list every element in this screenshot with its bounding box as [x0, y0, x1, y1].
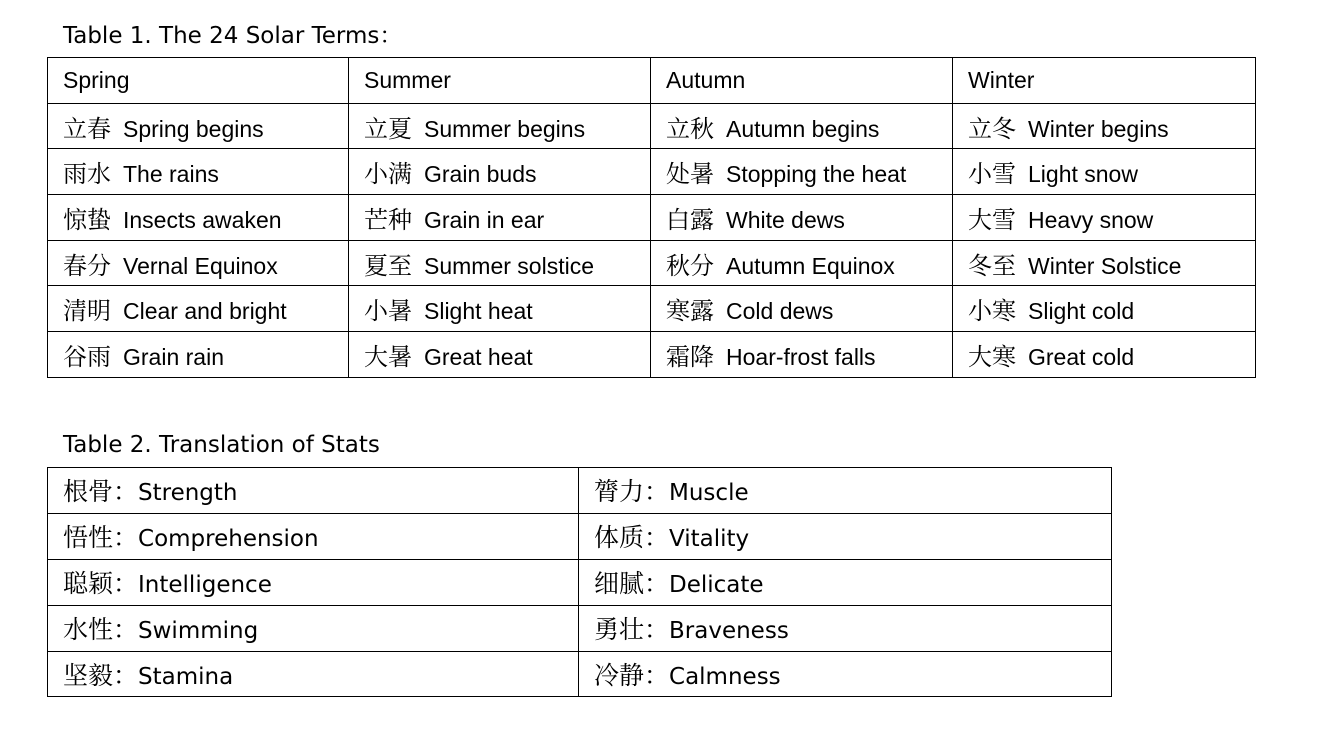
english-term: Stopping the heat: [726, 161, 907, 188]
chinese-term: 谷雨: [63, 342, 111, 371]
english-term: White dews: [726, 206, 845, 233]
chinese-term: 霜降: [666, 342, 714, 371]
table-row: [48, 240, 1256, 286]
table-row: [48, 195, 1256, 241]
chinese-stat: 根骨：: [63, 477, 139, 507]
table-cell: [349, 332, 651, 378]
table-cell: [953, 240, 1256, 286]
table-cell: [48, 605, 579, 651]
chinese-stat: 冷静：: [594, 661, 670, 690]
table-cell: [579, 559, 1112, 605]
english-stat: Intelligence: [138, 572, 272, 599]
table-cell: [651, 195, 953, 241]
chinese-stat: 悟性：: [63, 523, 139, 553]
chinese-stat: 坚毅：: [63, 661, 139, 690]
english-term: Cold dews: [726, 298, 834, 325]
table-cell: [651, 240, 953, 286]
chinese-stat: 体质：: [594, 523, 670, 553]
english-term: The rains: [123, 161, 219, 188]
chinese-term: 处暑: [666, 160, 714, 189]
table-cell: [953, 103, 1256, 149]
chinese-term: 立夏: [364, 114, 412, 143]
chinese-stat: 细腻：: [594, 569, 670, 599]
chinese-term: 小满: [364, 160, 412, 189]
english-stat: Braveness: [669, 618, 789, 645]
table-cell: [48, 149, 349, 195]
english-term: Insects awaken: [123, 206, 282, 233]
english-term: Winter Solstice: [1028, 252, 1182, 279]
table-row: [48, 605, 1112, 651]
chinese-term: 小寒: [968, 297, 1016, 326]
chinese-term: 小暑: [364, 297, 412, 326]
table-cell: [349, 286, 651, 332]
english-term: Summer begins: [424, 115, 586, 142]
table-cell: [48, 195, 349, 241]
table-row: [48, 468, 1112, 514]
table-row: [48, 559, 1112, 605]
table-row: [48, 149, 1256, 195]
chinese-term: 夏至: [364, 251, 412, 280]
stats-translation-table: [47, 467, 1112, 697]
chinese-term: 春分: [63, 251, 111, 280]
table-cell: [651, 103, 953, 149]
chinese-term: 寒露: [666, 297, 714, 326]
table-cell: [953, 195, 1256, 241]
chinese-term: 大寒: [968, 342, 1016, 371]
table-cell: [579, 468, 1112, 514]
english-term: Autumn Equinox: [726, 252, 895, 279]
english-term: Grain buds: [424, 161, 537, 188]
english-term: Spring begins: [123, 115, 264, 142]
table-cell: [48, 513, 579, 559]
table-cell: [349, 240, 651, 286]
english-stat: Vitality: [669, 526, 750, 553]
english-stat: Delicate: [669, 572, 764, 599]
chinese-term: 小雪: [968, 160, 1016, 189]
chinese-term: 立春: [63, 114, 111, 143]
table-cell: [48, 103, 349, 149]
table-header-row: [48, 58, 1256, 104]
table-cell: [953, 286, 1256, 332]
table1-caption: Table 1. The 24 Solar Terms：: [63, 23, 403, 49]
table-cell: [48, 286, 349, 332]
english-term: Slight cold: [1028, 298, 1135, 325]
chinese-term: 白露: [666, 205, 714, 234]
table-row: [48, 103, 1256, 149]
table-cell: [48, 468, 579, 514]
table-cell: [349, 103, 651, 149]
table-cell: [48, 240, 349, 286]
table-cell: [349, 195, 651, 241]
table-cell: [651, 149, 953, 195]
table-cell: [953, 149, 1256, 195]
english-term: Light snow: [1028, 161, 1138, 188]
english-term: Winter begins: [1028, 115, 1169, 142]
english-stat: Stamina: [138, 664, 234, 690]
english-term: Great heat: [424, 343, 533, 370]
english-stat: Muscle: [669, 480, 749, 507]
english-stat: Comprehension: [138, 526, 319, 553]
column-header: Winter: [953, 58, 1256, 104]
column-header: Summer: [349, 58, 651, 104]
solar-terms-table: [47, 57, 1256, 378]
chinese-term: 芒种: [364, 205, 412, 234]
english-term: Heavy snow: [1028, 206, 1154, 233]
table-cell: [48, 559, 579, 605]
english-term: Grain rain: [123, 343, 224, 370]
chinese-term: 秋分: [666, 251, 714, 280]
chinese-stat: 勇壮：: [594, 615, 670, 645]
chinese-term: 清明: [63, 297, 111, 326]
table-row: [48, 286, 1256, 332]
english-stat: Strength: [138, 480, 238, 507]
table-cell: [48, 332, 349, 378]
table-row: [48, 651, 1112, 697]
english-term: Grain in ear: [424, 206, 545, 233]
table-cell: [579, 605, 1112, 651]
english-term: Slight heat: [424, 298, 533, 325]
english-stat: Swimming: [138, 618, 259, 645]
chinese-term: 大雪: [968, 205, 1016, 234]
english-term: Hoar-frost falls: [726, 343, 876, 370]
chinese-stat: 水性：: [63, 615, 139, 645]
table-cell: [953, 332, 1256, 378]
chinese-term: 雨水: [63, 160, 111, 189]
chinese-stat: 膂力：: [594, 477, 670, 507]
chinese-term: 立秋: [666, 114, 714, 143]
chinese-term: 立冬: [968, 114, 1016, 143]
table-cell: [579, 513, 1112, 559]
table2-caption: Table 2. Translation of Stats: [63, 432, 380, 458]
chinese-term: 惊蛰: [63, 205, 111, 234]
column-header: Autumn: [651, 58, 953, 104]
english-stat: Calmness: [669, 664, 781, 690]
chinese-term: 冬至: [968, 251, 1016, 280]
table-row: [48, 332, 1256, 378]
table-cell: [349, 149, 651, 195]
chinese-term: 大暑: [364, 342, 412, 371]
chinese-stat: 聪颖：: [63, 569, 139, 599]
table-cell: [579, 651, 1112, 697]
english-term: Autumn begins: [726, 115, 880, 142]
english-term: Great cold: [1028, 343, 1135, 370]
table-cell: [48, 651, 579, 697]
english-term: Summer solstice: [424, 252, 594, 279]
table-cell: [651, 286, 953, 332]
table-row: [48, 513, 1112, 559]
english-term: Clear and bright: [123, 298, 287, 325]
table-cell: [651, 332, 953, 378]
english-term: Vernal Equinox: [123, 252, 278, 279]
column-header: Spring: [48, 58, 349, 104]
